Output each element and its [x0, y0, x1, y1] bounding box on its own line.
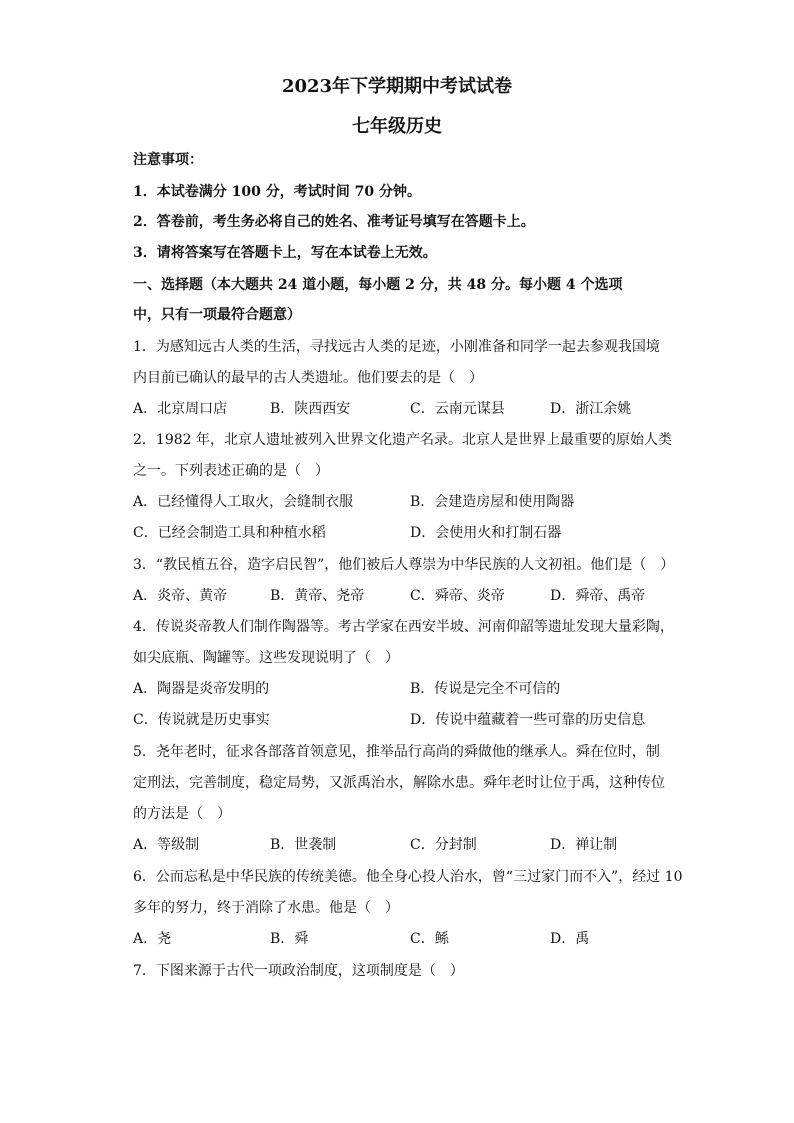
notice-item-2: 2．答卷前，考生务必将自己的姓名、准考证号填写在答题卡上。: [133, 214, 535, 230]
question-5-line-1: 5．尧年老时，征求各部落首领意见，推举品行高尚的舜做他的继承人。舜在位时，制: [133, 744, 660, 760]
question-1-line-1: 1．为感知远古人类的生活，寻找远古人类的足迹，小刚准备和同学一起去参观我国境: [133, 339, 660, 355]
question-2-line-2: 之一。下列表述正确的是（ ）: [133, 463, 329, 479]
q3-option-a: A．炎帝、黄帝: [133, 588, 228, 604]
question-3-line-1: 3．“教民植五谷，造字启民智”，他们被后人尊崇为中华民族的人文初祖。他们是（ ）: [133, 557, 675, 573]
q1-option-c: C．云南元谋县: [410, 401, 505, 417]
question-6-line-2: 多年的努力，终于消除了水患。他是（ ）: [133, 900, 399, 916]
q2-option-a: A．已经懂得人工取火，会缝制衣服: [133, 494, 354, 510]
q4-option-c: C．传说就是历史事实: [133, 712, 270, 728]
q4-option-b: B．传说是完全不可信的: [410, 681, 561, 697]
q3-option-d: D．舜帝、禹帝: [550, 588, 646, 604]
q2-option-b: B．会建造房屋和使用陶器: [410, 494, 575, 510]
question-5-line-3: 的方法是（ ）: [133, 806, 231, 822]
section-heading-line-1: 一、选择题（本大题共 24 道小题，每小题 2 分，共 48 分。每小题 4 个选项: [133, 277, 623, 293]
q6-option-b: B．舜: [270, 931, 309, 947]
question-7-line-1: 7．下图来源于古代一项政治制度，这项制度是（ ）: [133, 963, 464, 979]
q3-option-c: C．舜帝、炎帝: [410, 588, 505, 604]
q6-option-a: A．尧: [133, 931, 172, 947]
q5-option-b: B．世袭制: [270, 837, 337, 853]
question-4-line-1: 4．传说炎帝教人们制作陶器等。考古学家在西安半坡、河南仰韶等遗址发现大量彩陶，: [133, 619, 674, 635]
q1-option-b: B．陕西西安: [270, 401, 351, 417]
q4-option-a: A．陶器是炎帝发明的: [133, 681, 270, 697]
q6-option-d: D．禹: [550, 931, 590, 947]
q2-option-d: D．会使用火和打制石器: [410, 525, 562, 541]
q1-option-a: A．北京周口店: [133, 401, 228, 417]
notice-item-3: 3．请将答案写在答题卡上，写在本试卷上无效。: [133, 245, 437, 261]
section-heading-line-2: 中，只有一项最符合题意）: [133, 307, 301, 323]
q6-option-c: C．鲧: [410, 931, 449, 947]
q1-option-d: D．浙江余姚: [550, 401, 632, 417]
question-6-line-1: 6．公而忘私是中华民族的传统美德。他全身心投人治水，曾“三过家门而不入”，经过 10: [133, 869, 683, 885]
exam-subject: 七年级历史: [352, 116, 442, 137]
q3-option-b: B．黄帝、尧帝: [270, 588, 365, 604]
notice-item-1: 1．本试卷满分 100 分，考试时间 70 分钟。: [133, 184, 421, 200]
q4-option-d: D．传说中蕴藏着一些可靠的历史信息: [410, 712, 646, 728]
q5-option-a: A．等级制: [133, 837, 200, 853]
question-5-line-2: 定刑法，完善制度，稳定局势，又派禹治水，解除水患。舜年老时让位于禹，这种传位: [133, 775, 665, 791]
question-4-line-2: 如尖底瓶、陶罐等。这些发现说明了（ ）: [133, 650, 399, 666]
question-1-line-2: 内目前已确认的最早的古人类遗址。他们要去的是（ ）: [133, 370, 483, 386]
exam-title: 2023年下学期期中考试试卷: [281, 76, 513, 97]
q5-option-d: D．禅让制: [550, 837, 618, 853]
q2-option-c: C．已经会制造工具和种植水稻: [133, 525, 326, 541]
q5-option-c: C．分封制: [410, 837, 477, 853]
question-2-line-1: 2．1982 年，北京人遗址被列入世界文化遗产名录。北京人是世界上最重要的原始人类: [133, 432, 672, 448]
notice-heading: 注意事项：: [133, 152, 203, 168]
